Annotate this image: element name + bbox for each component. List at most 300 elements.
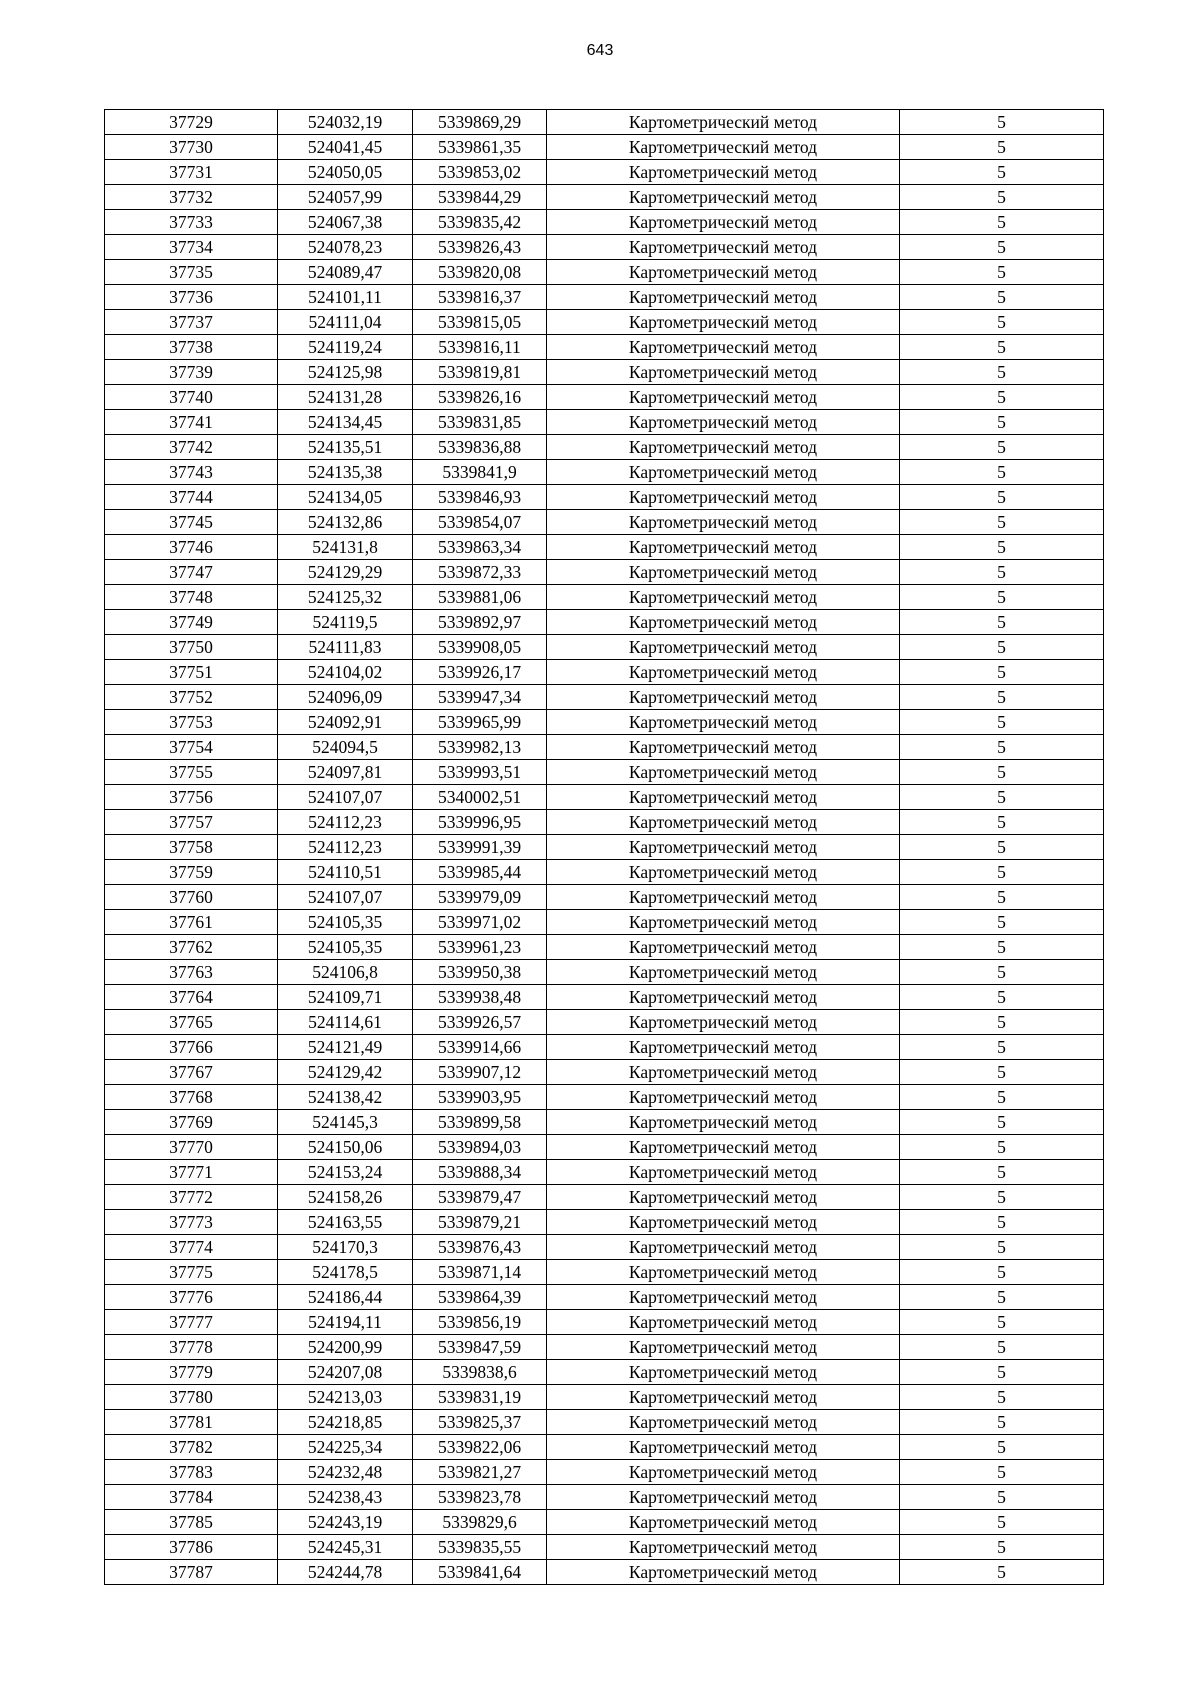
method-cell: Картометрический метод (547, 1035, 900, 1060)
point-number-cell: 37732 (105, 185, 278, 210)
point-number-cell: 37765 (105, 1010, 278, 1035)
x-coordinate-cell: 524112,23 (278, 835, 413, 860)
table-row (105, 485, 1104, 510)
x-coordinate-cell: 524135,51 (278, 435, 413, 460)
accuracy-cell: 5 (900, 810, 1104, 835)
y-coordinate-cell: 5339881,06 (413, 585, 547, 610)
x-coordinate-cell: 524111,04 (278, 310, 413, 335)
y-coordinate-cell: 5339869,29 (413, 110, 547, 135)
table-row (105, 1510, 1104, 1535)
method-cell: Картометрический метод (547, 585, 900, 610)
method-cell: Картометрический метод (547, 510, 900, 535)
method-cell: Картометрический метод (547, 135, 900, 160)
x-coordinate-cell: 524104,02 (278, 660, 413, 685)
method-cell: Картометрический метод (547, 735, 900, 760)
x-coordinate-cell: 524225,34 (278, 1435, 413, 1460)
x-coordinate-cell: 524119,24 (278, 335, 413, 360)
table-row (105, 1085, 1104, 1110)
table-row (105, 310, 1104, 335)
method-cell: Картометрический метод (547, 1285, 900, 1310)
method-cell: Картометрический метод (547, 1360, 900, 1385)
table-row (105, 635, 1104, 660)
table-row (105, 785, 1104, 810)
table-row (105, 285, 1104, 310)
accuracy-cell: 5 (900, 1210, 1104, 1235)
accuracy-cell: 5 (900, 960, 1104, 985)
point-number-cell: 37757 (105, 810, 278, 835)
point-number-cell: 37774 (105, 1235, 278, 1260)
method-cell: Картометрический метод (547, 1060, 900, 1085)
y-coordinate-cell: 5339908,05 (413, 635, 547, 660)
method-cell: Картометрический метод (547, 1310, 900, 1335)
point-number-cell: 37767 (105, 1060, 278, 1085)
y-coordinate-cell: 5339926,57 (413, 1010, 547, 1035)
accuracy-cell: 5 (900, 1135, 1104, 1160)
x-coordinate-cell: 524041,45 (278, 135, 413, 160)
method-cell: Картометрический метод (547, 285, 900, 310)
point-number-cell: 37780 (105, 1385, 278, 1410)
y-coordinate-cell: 5339847,59 (413, 1335, 547, 1360)
x-coordinate-cell: 524243,19 (278, 1510, 413, 1535)
method-cell: Картометрический метод (547, 435, 900, 460)
point-number-cell: 37760 (105, 885, 278, 910)
table-row (105, 610, 1104, 635)
y-coordinate-cell: 5339879,21 (413, 1210, 547, 1235)
table-row (105, 135, 1104, 160)
table-row (105, 685, 1104, 710)
y-coordinate-cell: 5339888,34 (413, 1160, 547, 1185)
x-coordinate-cell: 524129,42 (278, 1060, 413, 1085)
y-coordinate-cell: 5339965,99 (413, 710, 547, 735)
accuracy-cell: 5 (900, 185, 1104, 210)
y-coordinate-cell: 5339879,47 (413, 1185, 547, 1210)
y-coordinate-cell: 5339971,02 (413, 910, 547, 935)
x-coordinate-cell: 524145,3 (278, 1110, 413, 1135)
x-coordinate-cell: 524135,38 (278, 460, 413, 485)
method-cell: Картометрический метод (547, 935, 900, 960)
y-coordinate-cell: 5339831,19 (413, 1385, 547, 1410)
point-number-cell: 37785 (105, 1510, 278, 1535)
point-number-cell: 37778 (105, 1335, 278, 1360)
y-coordinate-cell: 5339899,58 (413, 1110, 547, 1135)
accuracy-cell: 5 (900, 835, 1104, 860)
method-cell: Картометрический метод (547, 1535, 900, 1560)
method-cell: Картометрический метод (547, 1110, 900, 1135)
method-cell: Картометрический метод (547, 110, 900, 135)
table-row (105, 1285, 1104, 1310)
accuracy-cell: 5 (900, 1235, 1104, 1260)
accuracy-cell: 5 (900, 1185, 1104, 1210)
table-row (105, 1010, 1104, 1035)
point-number-cell: 37745 (105, 510, 278, 535)
method-cell: Картометрический метод (547, 1260, 900, 1285)
table-row (105, 360, 1104, 385)
table-row (105, 510, 1104, 535)
point-number-cell: 37744 (105, 485, 278, 510)
x-coordinate-cell: 524238,43 (278, 1485, 413, 1510)
y-coordinate-cell: 5339838,6 (413, 1360, 547, 1385)
table-row (105, 1260, 1104, 1285)
y-coordinate-cell: 5339822,06 (413, 1435, 547, 1460)
point-number-cell: 37746 (105, 535, 278, 560)
point-number-cell: 37781 (105, 1410, 278, 1435)
method-cell: Картометрический метод (547, 260, 900, 285)
accuracy-cell: 5 (900, 285, 1104, 310)
accuracy-cell: 5 (900, 1435, 1104, 1460)
accuracy-cell: 5 (900, 235, 1104, 260)
y-coordinate-cell: 5339844,29 (413, 185, 547, 210)
point-number-cell: 37758 (105, 835, 278, 860)
point-number-cell: 37738 (105, 335, 278, 360)
page-number: 643 (586, 42, 614, 59)
accuracy-cell: 5 (900, 1385, 1104, 1410)
x-coordinate-cell: 524125,98 (278, 360, 413, 385)
point-number-cell: 37768 (105, 1085, 278, 1110)
x-coordinate-cell: 524134,05 (278, 485, 413, 510)
x-coordinate-cell: 524111,83 (278, 635, 413, 660)
y-coordinate-cell: 5339816,11 (413, 335, 547, 360)
method-cell: Картометрический метод (547, 1560, 900, 1585)
method-cell: Картометрический метод (547, 535, 900, 560)
x-coordinate-cell: 524158,26 (278, 1185, 413, 1210)
x-coordinate-cell: 524107,07 (278, 785, 413, 810)
point-number-cell: 37756 (105, 785, 278, 810)
method-cell: Картометрический метод (547, 210, 900, 235)
accuracy-cell: 5 (900, 1510, 1104, 1535)
method-cell: Картометрический метод (547, 985, 900, 1010)
table-row (105, 1460, 1104, 1485)
table-row (105, 1185, 1104, 1210)
x-coordinate-cell: 524112,23 (278, 810, 413, 835)
x-coordinate-cell: 524131,28 (278, 385, 413, 410)
table-row (105, 160, 1104, 185)
x-coordinate-cell: 524119,5 (278, 610, 413, 635)
y-coordinate-cell: 5339871,14 (413, 1260, 547, 1285)
y-coordinate-cell: 5339826,43 (413, 235, 547, 260)
table-row (105, 660, 1104, 685)
table-row (105, 1385, 1104, 1410)
x-coordinate-cell: 524186,44 (278, 1285, 413, 1310)
y-coordinate-cell: 5340002,51 (413, 785, 547, 810)
method-cell: Картометрический метод (547, 1085, 900, 1110)
point-number-cell: 37743 (105, 460, 278, 485)
y-coordinate-cell: 5339825,37 (413, 1410, 547, 1435)
point-number-cell: 37773 (105, 1210, 278, 1235)
method-cell: Картометрический метод (547, 785, 900, 810)
accuracy-cell: 5 (900, 160, 1104, 185)
x-coordinate-cell: 524114,61 (278, 1010, 413, 1035)
x-coordinate-cell: 524110,51 (278, 860, 413, 885)
y-coordinate-cell: 5339907,12 (413, 1060, 547, 1085)
accuracy-cell: 5 (900, 485, 1104, 510)
y-coordinate-cell: 5339819,81 (413, 360, 547, 385)
method-cell: Картометрический метод (547, 1185, 900, 1210)
table-row (105, 1310, 1104, 1335)
point-number-cell: 37761 (105, 910, 278, 935)
table-row (105, 585, 1104, 610)
x-coordinate-cell: 524232,48 (278, 1460, 413, 1485)
x-coordinate-cell: 524244,78 (278, 1560, 413, 1585)
method-cell: Картометрический метод (547, 310, 900, 335)
table-row (105, 860, 1104, 885)
point-number-cell: 37764 (105, 985, 278, 1010)
point-number-cell: 37775 (105, 1260, 278, 1285)
x-coordinate-cell: 524089,47 (278, 260, 413, 285)
table-row (105, 235, 1104, 260)
accuracy-cell: 5 (900, 710, 1104, 735)
table-row (105, 1535, 1104, 1560)
table-row (105, 810, 1104, 835)
method-cell: Картометрический метод (547, 560, 900, 585)
y-coordinate-cell: 5339903,95 (413, 1085, 547, 1110)
point-number-cell: 37786 (105, 1535, 278, 1560)
method-cell: Картометрический метод (547, 1385, 900, 1410)
method-cell: Картометрический метод (547, 235, 900, 260)
table-row (105, 560, 1104, 585)
x-coordinate-cell: 524138,42 (278, 1085, 413, 1110)
x-coordinate-cell: 524105,35 (278, 935, 413, 960)
point-number-cell: 37730 (105, 135, 278, 160)
table-row (105, 960, 1104, 985)
accuracy-cell: 5 (900, 260, 1104, 285)
x-coordinate-cell: 524092,91 (278, 710, 413, 735)
accuracy-cell: 5 (900, 310, 1104, 335)
table-row (105, 1335, 1104, 1360)
y-coordinate-cell: 5339876,43 (413, 1235, 547, 1260)
y-coordinate-cell: 5339979,09 (413, 885, 547, 910)
y-coordinate-cell: 5339829,6 (413, 1510, 547, 1535)
point-number-cell: 37748 (105, 585, 278, 610)
accuracy-cell: 5 (900, 735, 1104, 760)
point-number-cell: 37787 (105, 1560, 278, 1585)
accuracy-cell: 5 (900, 460, 1104, 485)
table-row (105, 735, 1104, 760)
method-cell: Картометрический метод (547, 485, 900, 510)
method-cell: Картометрический метод (547, 360, 900, 385)
x-coordinate-cell: 524150,06 (278, 1135, 413, 1160)
y-coordinate-cell: 5339836,88 (413, 435, 547, 460)
accuracy-cell: 5 (900, 435, 1104, 460)
accuracy-cell: 5 (900, 685, 1104, 710)
x-coordinate-cell: 524207,08 (278, 1360, 413, 1385)
y-coordinate-cell: 5339835,42 (413, 210, 547, 235)
method-cell: Картометрический метод (547, 810, 900, 835)
point-number-cell: 37763 (105, 960, 278, 985)
y-coordinate-cell: 5339823,78 (413, 1485, 547, 1510)
y-coordinate-cell: 5339892,97 (413, 610, 547, 635)
method-cell: Картометрический метод (547, 860, 900, 885)
accuracy-cell: 5 (900, 1060, 1104, 1085)
method-cell: Картометрический метод (547, 1135, 900, 1160)
x-coordinate-cell: 524153,24 (278, 1160, 413, 1185)
point-number-cell: 37779 (105, 1360, 278, 1385)
table-row (105, 1110, 1104, 1135)
point-number-cell: 37759 (105, 860, 278, 885)
point-number-cell: 37731 (105, 160, 278, 185)
x-coordinate-cell: 524097,81 (278, 760, 413, 785)
method-cell: Картометрический метод (547, 1410, 900, 1435)
point-number-cell: 37762 (105, 935, 278, 960)
point-number-cell: 37771 (105, 1160, 278, 1185)
method-cell: Картометрический метод (547, 910, 900, 935)
table-row (105, 1035, 1104, 1060)
y-coordinate-cell: 5339861,35 (413, 135, 547, 160)
accuracy-cell: 5 (900, 760, 1104, 785)
point-number-cell: 37747 (105, 560, 278, 585)
point-number-cell: 37737 (105, 310, 278, 335)
accuracy-cell: 5 (900, 1335, 1104, 1360)
accuracy-cell: 5 (900, 110, 1104, 135)
table-row (105, 1485, 1104, 1510)
point-number-cell: 37777 (105, 1310, 278, 1335)
x-coordinate-cell: 524078,23 (278, 235, 413, 260)
accuracy-cell: 5 (900, 885, 1104, 910)
y-coordinate-cell: 5339821,27 (413, 1460, 547, 1485)
point-number-cell: 37742 (105, 435, 278, 460)
accuracy-cell: 5 (900, 210, 1104, 235)
y-coordinate-cell: 5339815,05 (413, 310, 547, 335)
method-cell: Картометрический метод (547, 1235, 900, 1260)
method-cell: Картометрический метод (547, 835, 900, 860)
point-number-cell: 37735 (105, 260, 278, 285)
table-row (105, 1135, 1104, 1160)
x-coordinate-cell: 524134,45 (278, 410, 413, 435)
table-row (105, 1360, 1104, 1385)
table-row (105, 110, 1104, 135)
method-cell: Картометрический метод (547, 185, 900, 210)
method-cell: Картометрический метод (547, 960, 900, 985)
y-coordinate-cell: 5339841,64 (413, 1560, 547, 1585)
accuracy-cell: 5 (900, 560, 1104, 585)
x-coordinate-cell: 524178,5 (278, 1260, 413, 1285)
method-cell: Картометрический метод (547, 1010, 900, 1035)
method-cell: Картометрический метод (547, 410, 900, 435)
method-cell: Картометрический метод (547, 760, 900, 785)
x-coordinate-cell: 524125,32 (278, 585, 413, 610)
y-coordinate-cell: 5339854,07 (413, 510, 547, 535)
x-coordinate-cell: 524106,8 (278, 960, 413, 985)
table-row (105, 1210, 1104, 1235)
accuracy-cell: 5 (900, 985, 1104, 1010)
x-coordinate-cell: 524057,99 (278, 185, 413, 210)
x-coordinate-cell: 524096,09 (278, 685, 413, 710)
table-row (105, 535, 1104, 560)
method-cell: Картометрический метод (547, 1510, 900, 1535)
method-cell: Картометрический метод (547, 1160, 900, 1185)
method-cell: Картометрический метод (547, 660, 900, 685)
method-cell: Картометрический метод (547, 1435, 900, 1460)
accuracy-cell: 5 (900, 1410, 1104, 1435)
x-coordinate-cell: 524200,99 (278, 1335, 413, 1360)
table-row (105, 410, 1104, 435)
x-coordinate-cell: 524131,8 (278, 535, 413, 560)
coordinates-table (104, 109, 1104, 1585)
point-number-cell: 37776 (105, 1285, 278, 1310)
y-coordinate-cell: 5339841,9 (413, 460, 547, 485)
table-row (105, 1235, 1104, 1260)
y-coordinate-cell: 5339993,51 (413, 760, 547, 785)
table-row (105, 935, 1104, 960)
table-row (105, 185, 1104, 210)
x-coordinate-cell: 524194,11 (278, 1310, 413, 1335)
table-row (105, 760, 1104, 785)
y-coordinate-cell: 5339947,34 (413, 685, 547, 710)
coordinates-table-body (105, 110, 1104, 1585)
method-cell: Картометрический метод (547, 710, 900, 735)
point-number-cell: 37782 (105, 1435, 278, 1460)
accuracy-cell: 5 (900, 1110, 1104, 1135)
table-row (105, 835, 1104, 860)
point-number-cell: 37736 (105, 285, 278, 310)
table-row (105, 260, 1104, 285)
y-coordinate-cell: 5339961,23 (413, 935, 547, 960)
method-cell: Картометрический метод (547, 160, 900, 185)
accuracy-cell: 5 (900, 1460, 1104, 1485)
x-coordinate-cell: 524101,11 (278, 285, 413, 310)
y-coordinate-cell: 5339816,37 (413, 285, 547, 310)
x-coordinate-cell: 524109,71 (278, 985, 413, 1010)
y-coordinate-cell: 5339982,13 (413, 735, 547, 760)
point-number-cell: 37753 (105, 710, 278, 735)
method-cell: Картометрический метод (547, 1210, 900, 1235)
accuracy-cell: 5 (900, 335, 1104, 360)
x-coordinate-cell: 524121,49 (278, 1035, 413, 1060)
y-coordinate-cell: 5339938,48 (413, 985, 547, 1010)
accuracy-cell: 5 (900, 585, 1104, 610)
table-row (105, 435, 1104, 460)
table-row (105, 1435, 1104, 1460)
y-coordinate-cell: 5339826,16 (413, 385, 547, 410)
point-number-cell: 37783 (105, 1460, 278, 1485)
x-coordinate-cell: 524163,55 (278, 1210, 413, 1235)
table-row (105, 210, 1104, 235)
accuracy-cell: 5 (900, 1560, 1104, 1585)
point-number-cell: 37755 (105, 760, 278, 785)
y-coordinate-cell: 5339820,08 (413, 260, 547, 285)
accuracy-cell: 5 (900, 385, 1104, 410)
method-cell: Картометрический метод (547, 635, 900, 660)
accuracy-cell: 5 (900, 935, 1104, 960)
y-coordinate-cell: 5339914,66 (413, 1035, 547, 1060)
method-cell: Картометрический метод (547, 885, 900, 910)
point-number-cell: 37733 (105, 210, 278, 235)
method-cell: Картометрический метод (547, 685, 900, 710)
method-cell: Картометрический метод (547, 1335, 900, 1360)
accuracy-cell: 5 (900, 1485, 1104, 1510)
accuracy-cell: 5 (900, 1360, 1104, 1385)
point-number-cell: 37766 (105, 1035, 278, 1060)
y-coordinate-cell: 5339950,38 (413, 960, 547, 985)
table-row (105, 385, 1104, 410)
x-coordinate-cell: 524050,05 (278, 160, 413, 185)
accuracy-cell: 5 (900, 635, 1104, 660)
point-number-cell: 37740 (105, 385, 278, 410)
method-cell: Картометрический метод (547, 610, 900, 635)
table-row (105, 710, 1104, 735)
method-cell: Картометрический метод (547, 385, 900, 410)
y-coordinate-cell: 5339872,33 (413, 560, 547, 585)
point-number-cell: 37729 (105, 110, 278, 135)
y-coordinate-cell: 5339863,34 (413, 535, 547, 560)
x-coordinate-cell: 524218,85 (278, 1410, 413, 1435)
y-coordinate-cell: 5339856,19 (413, 1310, 547, 1335)
point-number-cell: 37752 (105, 685, 278, 710)
point-number-cell: 37751 (105, 660, 278, 685)
accuracy-cell: 5 (900, 135, 1104, 160)
table-row (105, 1560, 1104, 1585)
x-coordinate-cell: 524094,5 (278, 735, 413, 760)
point-number-cell: 37739 (105, 360, 278, 385)
